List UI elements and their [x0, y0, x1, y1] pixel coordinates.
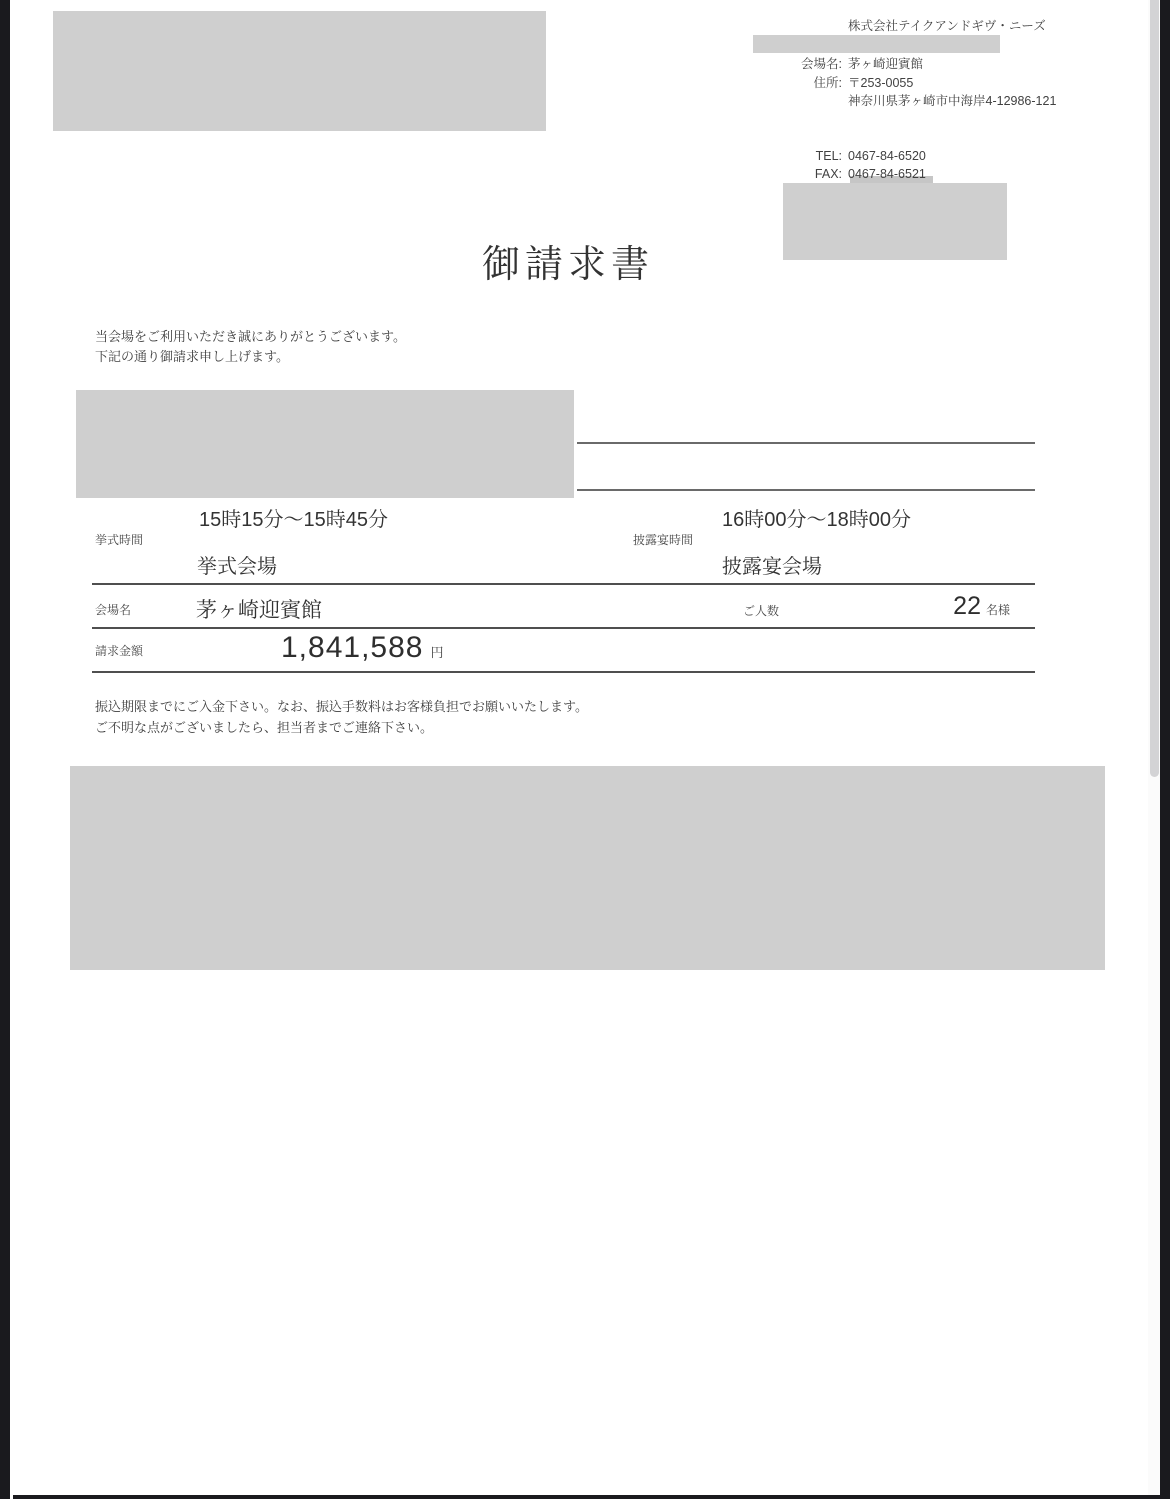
issuer-fax-number: 0467-84-6521	[848, 167, 926, 181]
ceremony-time-label: 挙式時間	[95, 533, 144, 547]
issuer-company-name: 株式会社テイクアンドギヴ・ニーズ	[848, 19, 1046, 33]
reception-time-label: 披露宴時間	[633, 533, 694, 547]
greeting-line-1: 当会場をご利用いただき誠にありがとうございます。	[95, 329, 406, 344]
guests-label: ご人数	[743, 604, 780, 618]
notes-line-1: 振込期限までにご入金下さい。なお、振込手数料はお客様負担でお願いいたします。	[95, 699, 588, 714]
scrollbar-thumb[interactable]	[1150, 0, 1159, 777]
ceremony-venue-value: 挙式会場	[197, 556, 277, 578]
amount-unit: 円	[430, 645, 444, 660]
issuer-tel-label: TEL:	[815, 149, 842, 163]
redacted-breakdown-block	[70, 766, 1105, 970]
guests-value	[880, 592, 1010, 621]
issuer-fax-label: FAX:	[814, 167, 842, 181]
bottom-frame-bar	[13, 1495, 1160, 1499]
table-divider-row2	[92, 627, 1035, 629]
redacted-recipient-block	[53, 11, 546, 131]
table-divider-right-2	[577, 489, 1035, 491]
guests-unit: 名様	[985, 603, 1010, 617]
issuer-address-line: 神奈川県茅ヶ崎市中海岸4-12986-121	[848, 94, 1057, 108]
guests-count: 22	[953, 592, 981, 620]
reception-time-value: 16時00分〜18時00分	[722, 509, 911, 531]
document-title: 御請求書	[481, 244, 654, 286]
greeting-line-2: 下記の通り御請求申し上げます。	[95, 348, 289, 364]
notes-text	[95, 696, 588, 738]
right-frame-bar	[1160, 0, 1170, 1499]
amount-number: 1,841,588	[281, 631, 424, 664]
table-divider-right-1	[577, 442, 1035, 444]
amount-label: 請求金額	[95, 644, 144, 658]
redacted-details-block	[76, 390, 574, 498]
redacted-header-bar	[753, 35, 1000, 53]
issuer-postal-code: 〒253-0055	[848, 76, 914, 90]
left-frame-bar	[0, 0, 10, 1499]
venue-name-value: 茅ヶ崎迎賓館	[196, 599, 322, 622]
table-divider-row3	[92, 671, 1035, 673]
notes-line-2: ご不明な点がございましたら、担当者までご連絡下さい。	[95, 720, 434, 735]
reception-venue-value: 披露宴会場	[722, 556, 822, 578]
issuer-venue-label: 会場名:	[801, 57, 842, 71]
issuer-tel-number: 0467-84-6520	[848, 149, 926, 163]
issuer-venue-name: 茅ヶ崎迎賓館	[848, 57, 924, 71]
greeting-text	[95, 327, 406, 366]
venue-name-label: 会場名	[95, 603, 132, 617]
ceremony-time-value: 15時15分〜15時45分	[199, 509, 388, 531]
table-divider-row1	[92, 583, 1035, 585]
amount-value	[281, 631, 443, 665]
issuer-address-label: 住所:	[813, 76, 842, 90]
